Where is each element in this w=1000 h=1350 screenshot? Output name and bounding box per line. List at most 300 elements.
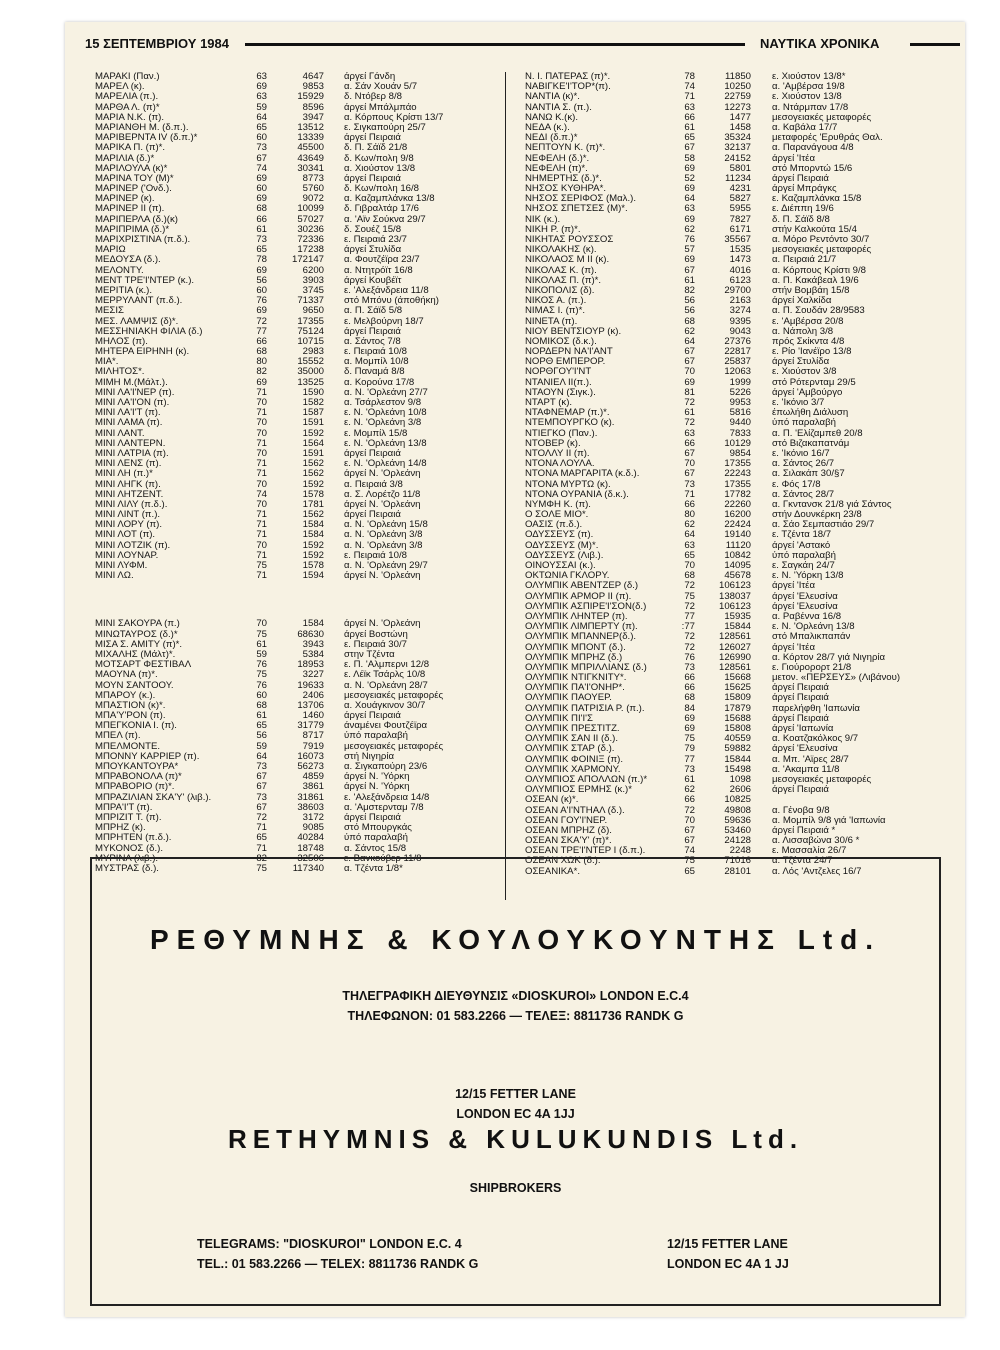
ship-name: ΜΕΡΙΤΙΑ (κ.). bbox=[95, 284, 153, 296]
build-year: 61 bbox=[684, 274, 695, 286]
tonnage: 1999 bbox=[729, 376, 751, 388]
tonnage: 13706 bbox=[297, 699, 324, 711]
ship-status: α. Παρανάγουα 4/8 bbox=[772, 142, 854, 154]
ship-name: ΜΙΑ*. bbox=[95, 356, 119, 368]
tonnage: 17355 bbox=[297, 315, 324, 327]
build-year: 67 bbox=[256, 771, 267, 783]
ship-name: ΝΙΜΑΣ Ι. (π)*. bbox=[525, 305, 585, 317]
build-year: 73 bbox=[684, 478, 695, 490]
ship-name: ΜΙΝΙ ΛΥΦΜ. bbox=[95, 560, 148, 571]
ship-status: δ. Κων/πολη 16/8 bbox=[344, 183, 420, 195]
build-year: 72 bbox=[684, 580, 695, 592]
build-year: 62 bbox=[684, 784, 695, 796]
newspaper-page bbox=[65, 22, 965, 1317]
ship-name: ΜΙΝΙ ΛΕΝΣ (π). bbox=[95, 458, 162, 470]
ship-name: ΝΤΑΦΝΕΜΑΡ (π.)*. bbox=[525, 407, 610, 419]
ad-address-line-2: LONDON EC 4A 1JJ bbox=[456, 1107, 575, 1121]
ship-name: ΜΑΡΙΠΕΡΛΑ (δ.)(κ) bbox=[95, 213, 178, 225]
ship-status: άργεί 'Ιτέα bbox=[772, 152, 815, 164]
ship-name: ΝΕΔΑ (κ.). bbox=[525, 121, 570, 133]
build-year: 71 bbox=[256, 822, 267, 834]
build-year: 56 bbox=[684, 305, 695, 317]
ship-status: άργεί Πειραιά bbox=[344, 132, 401, 144]
tonnage: 11120 bbox=[725, 539, 751, 551]
ship-status: α. Κόρπους Κρίστι 9/8 bbox=[772, 264, 867, 276]
build-year: 67 bbox=[684, 468, 695, 480]
tonnage: 1578 bbox=[302, 560, 324, 571]
ship-name: ΜΙΝΙ ΛΑΤΡΙΑ (π). bbox=[95, 447, 169, 459]
ship-status: στή Νιγηρία bbox=[344, 750, 395, 762]
tonnage: 15929 bbox=[297, 91, 324, 103]
build-year: 63 bbox=[684, 539, 695, 551]
ship-name: ΝΤΟΝΑ ΛΟΥΛΑ. bbox=[525, 458, 595, 470]
build-year: 67 bbox=[256, 152, 267, 164]
ship-name: ΜΠΡΗΤΕΝ (π.δ.). bbox=[95, 832, 172, 844]
build-year: 75 bbox=[256, 628, 267, 640]
ship-entry bbox=[95, 72, 495, 82]
build-year: 70 bbox=[256, 618, 267, 630]
build-year: 71 bbox=[256, 509, 267, 521]
tonnage: 9650 bbox=[302, 305, 324, 317]
ship-status: α. Κόρπους Κρίστι 13/7 bbox=[344, 111, 444, 123]
tonnage: 16200 bbox=[724, 509, 751, 521]
build-year: 67 bbox=[684, 346, 695, 358]
ship-name: ΜΙΝΙ ΛΑΝΤ. bbox=[95, 427, 145, 439]
ship-name: ΜΙΝΙ ΛΗΤΖΕΝΤ. bbox=[95, 488, 164, 500]
tonnage: 17238 bbox=[297, 244, 324, 256]
build-year: 69 bbox=[256, 376, 267, 388]
ship-status: ε. Μομπίλ 15/8 bbox=[344, 427, 408, 439]
build-year: 57 bbox=[684, 244, 695, 256]
ship-status: ε. Φός 17/8 bbox=[772, 478, 821, 490]
tonnage: 49808 bbox=[724, 804, 751, 816]
ship-status: ε. 'Αλεξάνδρεια 14/8 bbox=[344, 791, 430, 803]
build-year: 84 bbox=[684, 702, 695, 714]
ship-name: ΟΛΥΜΠΙΚ ΧΑΡΜΟΝΥ. bbox=[525, 763, 621, 775]
ship-name: ΜΙΛΗΤΟΣ*. bbox=[95, 366, 145, 378]
ship-name: ΟΛΥΜΠΙΚ ΑΡΜΟΡ ΙΙ (π). bbox=[525, 590, 632, 602]
ship-name: ΜΥΣΤΡΑΣ (δ.). bbox=[95, 862, 159, 874]
ship-status: α. Ν. 'Ορλεάνη 15/8 bbox=[344, 519, 428, 531]
ship-status: άργεί 'Αστακό bbox=[772, 539, 831, 551]
tonnage: 13512 bbox=[297, 121, 324, 133]
tonnage: 1098 bbox=[729, 773, 751, 785]
ship-status: ε. Γιούρορορτ 21/8 bbox=[772, 661, 852, 673]
list-gap bbox=[95, 581, 495, 619]
tonnage: 59882 bbox=[724, 743, 751, 755]
ship-name: ΜΠΕΛ (π). bbox=[95, 730, 141, 742]
build-year: 72 bbox=[684, 641, 695, 653]
tonnage: 3943 bbox=[302, 638, 324, 650]
build-year: 72 bbox=[684, 804, 695, 816]
ship-status: ε. Χιούστον 3/8 bbox=[772, 366, 837, 378]
build-year: 76 bbox=[256, 659, 267, 671]
build-year: 69 bbox=[684, 162, 695, 174]
tonnage: 15498 bbox=[724, 763, 751, 775]
build-year: 69 bbox=[684, 376, 695, 388]
ship-name: ΝΙΚΗ Ρ. (π)*. bbox=[525, 223, 581, 235]
tonnage: 2606 bbox=[729, 784, 751, 796]
ship-status: α. Μομπίλ 10/8 bbox=[344, 356, 409, 368]
build-year: 67 bbox=[684, 356, 695, 368]
ship-name: ΟΛΥΜΠΙΚ ΜΠΡΗΖ (δ.) bbox=[525, 651, 623, 663]
tonnage: 6200 bbox=[302, 264, 324, 276]
ship-status: ε. Ν. 'Ορλεάνη 14/8 bbox=[344, 458, 427, 470]
ship-status: α. Λισσαβώνα 30/6 * bbox=[772, 835, 860, 847]
tonnage: 10129 bbox=[724, 437, 751, 449]
ship-status: στήν Βομβάη 15/8 bbox=[772, 284, 850, 296]
ship-name: ΝΙΚΟΠΟΛΙΣ (δ). bbox=[525, 284, 595, 296]
ship-name: ΜΟΤΣΑΡΤ ΦΕΣΤΙΒΑΛ bbox=[95, 659, 192, 671]
build-year: 67 bbox=[684, 835, 695, 847]
tonnage: 106123 bbox=[718, 600, 751, 612]
ship-status: ε. Μελβούρνη 18/7 bbox=[344, 315, 424, 327]
ship-name: ΜΑΡΙΑΝΘΗ Μ. (δ.π.). bbox=[95, 121, 189, 133]
ship-name: ΜΠΑ'Υ'ΡΟΝ (π). bbox=[95, 710, 166, 722]
build-year: 72 bbox=[256, 811, 267, 823]
ship-entry bbox=[95, 571, 495, 581]
ship-name: ΝΤΟΒΕΡ (κ). bbox=[525, 437, 581, 449]
ship-name: ΟΛΥΜΠΙΚ ΣΤΑΡ (δ.). bbox=[525, 743, 615, 755]
ship-name: ΟΣΕΑΝΙΚΑ*. bbox=[525, 865, 580, 877]
ship-name: ΟΣΕΑΝ ΓΟΥ'Ι'ΝΕΡ. bbox=[525, 814, 608, 826]
ship-name: ΜΠΡΙΖΙΤ Τ. (π). bbox=[95, 811, 162, 823]
ship-status: ε. Π. 'Αλμπερνι 12/8 bbox=[344, 659, 430, 671]
ship-name: ΜΕΣΣΗΝΙΑΚΗ ΦΙΛΙΑ (δ.) bbox=[95, 325, 203, 337]
ship-name: ΟΙΝΟΥΣΣΑΙ (κ.). bbox=[525, 560, 596, 571]
build-year: 62 bbox=[684, 325, 695, 337]
ship-status: ε. Διέππη 19/6 bbox=[772, 203, 834, 215]
tonnage: 15688 bbox=[724, 712, 751, 724]
tonnage: 12063 bbox=[724, 366, 751, 378]
ship-status: α. Ν. 'Ορλεάνη 3/8 bbox=[344, 539, 423, 551]
build-year: 70 bbox=[256, 447, 267, 459]
tonnage: 8596 bbox=[302, 101, 324, 113]
tonnage: 5816 bbox=[729, 407, 751, 419]
build-year: 70 bbox=[684, 814, 695, 826]
tonnage: 10250 bbox=[724, 81, 751, 93]
ship-name: ΟΛΥΜΠΙΚ ΠΑΤΡΙΣΙΑ Ρ. (π.). bbox=[525, 702, 645, 714]
tonnage: 1562 bbox=[302, 468, 324, 480]
ship-entry bbox=[95, 670, 495, 680]
build-year: 66 bbox=[684, 437, 695, 449]
build-year: 69 bbox=[256, 193, 267, 205]
ship-status: α. Σ. Λορέτζο 11/8 bbox=[344, 488, 421, 500]
ship-status: α. Ν. 'Ορλεάνη 29/7 bbox=[344, 560, 428, 571]
ad-telegrams: TELEGRAMS: "DIOSKUROI" LONDON E.C. 4 bbox=[197, 1237, 462, 1251]
tonnage: 32506 bbox=[297, 852, 324, 864]
tonnage: 31779 bbox=[297, 720, 324, 732]
build-year: 61 bbox=[256, 223, 267, 235]
ship-name: ΜΙΧΑΛΗΣ (Μάλτ)*. bbox=[95, 648, 176, 660]
ship-name: ΝΕΦΕΛΗ (π)*. bbox=[525, 162, 588, 174]
build-year: 69 bbox=[684, 712, 695, 724]
ship-name: ΜΑΡΙΝΕΡ II (π). bbox=[95, 203, 165, 215]
build-year: 75 bbox=[256, 669, 267, 681]
ship-name: ΝΕΔΙ (δ.π.)* bbox=[525, 132, 578, 144]
build-year: 64 bbox=[684, 335, 695, 347]
ship-status: άργεί Πειραιά bbox=[344, 811, 401, 823]
ship-status: α. Π. Σουδάν 28/9583 bbox=[772, 305, 865, 317]
ship-name: ΜΗΛΟΣ (π). bbox=[95, 335, 148, 347]
tonnage: 9072 bbox=[302, 193, 324, 205]
build-year: 73 bbox=[684, 661, 695, 673]
tonnage: 1578 bbox=[302, 488, 324, 500]
tonnage: 24128 bbox=[724, 835, 751, 847]
ship-name: ΜΙΝΙ ΛΙΛΥ (π.δ.). bbox=[95, 498, 168, 510]
ship-status: α. Φουτζέϊρα 23/7 bbox=[344, 254, 420, 266]
ship-entry bbox=[95, 276, 495, 286]
build-year: 73 bbox=[256, 234, 267, 245]
ship-name: Ο ΣΟΛΕ ΜΙΟ*. bbox=[525, 509, 589, 521]
build-year: 68 bbox=[684, 315, 695, 327]
tonnage: 16073 bbox=[297, 750, 324, 762]
tonnage: 15808 bbox=[724, 723, 751, 734]
ship-name: ΜΙΝΙ ΛΑ'Ι'ΟΝ (π). bbox=[95, 397, 170, 408]
ship-status: α. 'Αμβέρσα 19/8 bbox=[772, 81, 845, 93]
tonnage: 4647 bbox=[302, 71, 324, 82]
ship-name: ΜΙΝΙ ΛΗ (π.)* bbox=[95, 468, 153, 480]
tonnage: 1592 bbox=[302, 539, 324, 551]
ship-status: μεταφορές 'Ερυθράς Θαλ. bbox=[772, 132, 883, 144]
ship-name: ΜΥΚΟΝΟΣ (δ.). bbox=[95, 842, 164, 854]
tonnage: 27376 bbox=[724, 335, 751, 347]
tonnage: 117340 bbox=[292, 862, 324, 874]
build-year: 66 bbox=[684, 682, 695, 694]
ship-entry bbox=[95, 357, 495, 367]
ship-entry bbox=[95, 327, 495, 337]
ship-name: ΟΔΥΣΣΕΥΣ (Λιβ.). bbox=[525, 549, 604, 561]
tonnage: 22759 bbox=[724, 91, 751, 103]
ship-status: στό Μπορντώ 15/6 bbox=[772, 162, 853, 174]
build-year: 70 bbox=[684, 560, 695, 571]
ship-name: ΝΤΑΝΙΕΛ ΙΙ(π.). bbox=[525, 376, 592, 388]
ship-status: άργεί Πειραιά bbox=[344, 509, 401, 521]
ship-entry bbox=[95, 793, 495, 803]
ship-name: ΟΛΥΜΠΙΟΣ ΕΡΜΗΣ (κ.)* bbox=[525, 784, 632, 796]
ship-status: ε. Πειραιά 23/7 bbox=[344, 234, 407, 245]
build-year: 63 bbox=[256, 91, 267, 103]
tonnage: 22817 bbox=[724, 346, 751, 358]
tonnage: 5760 bbox=[302, 183, 324, 195]
tonnage: 10715 bbox=[297, 335, 324, 347]
ship-name: ΟΔΥΣΣΕΥΣ (π). bbox=[525, 529, 594, 541]
build-year: 66 bbox=[684, 498, 695, 510]
build-year: 72 bbox=[684, 417, 695, 429]
tonnage: 3172 bbox=[302, 811, 324, 823]
tonnage: 9854 bbox=[729, 447, 751, 459]
tonnage: 1587 bbox=[302, 407, 324, 419]
ship-entry bbox=[95, 255, 495, 265]
tonnage: 1584 bbox=[302, 529, 324, 541]
ship-name: ΝΑΝΤΙΑ Σ. (π.). bbox=[525, 101, 592, 113]
ship-name: ΝΙΚΟΛΑΟΣ Μ ΙΙ (κ). bbox=[525, 254, 610, 266]
ship-name: ΟΛΥΜΠΙΚ ΑΒΕΝΤΖΕΡ (δ.) bbox=[525, 580, 639, 592]
build-year: 76 bbox=[684, 651, 695, 663]
ship-status: ε. Πειραιά 10/8 bbox=[344, 549, 407, 561]
build-year: 73 bbox=[256, 761, 267, 772]
ship-entry bbox=[95, 813, 495, 823]
tonnage: 1590 bbox=[302, 386, 324, 398]
ship-entry bbox=[525, 306, 955, 316]
tonnage: 7827 bbox=[729, 213, 751, 225]
build-year: 70 bbox=[256, 427, 267, 439]
ship-status: α. 'Αϊν Σούκνα 29/7 bbox=[344, 213, 426, 225]
ship-name: ΟΛΥΜΠΙΚ ΝΤΙΓΚΝΙΤΥ*. bbox=[525, 672, 627, 684]
tonnage: 57027 bbox=[297, 213, 324, 225]
build-year: 81 bbox=[684, 386, 695, 398]
ship-name: ΜΠΡΑΒΟΡΙΟ (π)*. bbox=[95, 781, 175, 793]
ship-name: ΜΑΡΙΛΙΑ (δ.)* bbox=[95, 152, 155, 164]
build-year: 74 bbox=[256, 488, 267, 500]
build-year: 63 bbox=[256, 71, 267, 82]
tonnage: 12273 bbox=[724, 101, 751, 113]
build-year: 71 bbox=[684, 488, 695, 500]
build-year: 71 bbox=[256, 549, 267, 561]
build-year: 80 bbox=[256, 356, 267, 368]
tonnage: 3947 bbox=[302, 111, 324, 123]
tonnage: 1592 bbox=[302, 427, 324, 439]
tonnage: 35567 bbox=[724, 234, 751, 245]
build-year: 75 bbox=[684, 590, 695, 602]
ship-entry bbox=[525, 469, 955, 479]
tonnage: 13339 bbox=[297, 132, 324, 144]
tonnage: 1458 bbox=[729, 121, 751, 133]
ship-status: άργεί Μπάλμπάο bbox=[344, 101, 417, 113]
ship-name: ΟΛΥΜΠΙΚ ΜΠΟΝΤ (δ.). bbox=[525, 641, 626, 653]
ship-name: ΟΛΥΜΠΙΚ ΦΟΙΝΙΞ (π). bbox=[525, 753, 623, 765]
tonnage: 3227 bbox=[302, 669, 324, 681]
build-year: 70 bbox=[256, 539, 267, 551]
ship-name: ΜΑΡΕΛ (κ). bbox=[95, 81, 145, 93]
tonnage: 1592 bbox=[302, 478, 324, 490]
build-year: 69 bbox=[684, 723, 695, 734]
ship-status: ύπό παραλαβή bbox=[344, 832, 408, 844]
ship-status: α. Γένοβα 9/8 bbox=[772, 804, 830, 816]
ship-status: ε. 'Αλεξάνδρεια 11/8 bbox=[344, 284, 429, 296]
ship-name: ΜΕΣ. ΛΑΜΨΙΣ (δ)*. bbox=[95, 315, 179, 327]
ship-status: ε. 'Αμβέρσα 20/8 bbox=[772, 315, 844, 327]
build-year: 56 bbox=[684, 295, 695, 307]
build-year: 71 bbox=[256, 407, 267, 419]
ship-status: μεσογειακές μεταφορές bbox=[344, 689, 444, 701]
tonnage: 128561 bbox=[718, 631, 751, 643]
tonnage: 22424 bbox=[724, 519, 751, 531]
ship-status: στό Μπαλικπαπάν bbox=[772, 631, 851, 643]
build-year: 72 bbox=[684, 600, 695, 612]
ship-status: ε. Μασσαλία 26/7 bbox=[772, 845, 847, 857]
tonnage: 172147 bbox=[291, 254, 324, 266]
tonnage: 17879 bbox=[724, 702, 751, 714]
build-year: 72 bbox=[684, 397, 695, 408]
header-rule-right bbox=[910, 43, 960, 46]
ad-address-line-1: 12/15 FETTER LANE bbox=[455, 1087, 576, 1101]
ship-status: α. Π. Σάϊδ 5/8 bbox=[344, 305, 403, 317]
tonnage: 1562 bbox=[302, 509, 324, 521]
build-year: 66 bbox=[684, 672, 695, 684]
tonnage: 15668 bbox=[724, 672, 751, 684]
build-year: 62 bbox=[684, 519, 695, 531]
build-year: 79 bbox=[684, 743, 695, 755]
tonnage: 59636 bbox=[724, 814, 751, 826]
ship-status: δ. Σουέζ 15/8 bbox=[344, 223, 402, 235]
ship-status: άργεί Στυλίδα bbox=[344, 244, 402, 256]
ship-name: ΟΣΕΑΝ Α'Ι'ΝΤΗΑΛ (δ.). bbox=[525, 804, 625, 816]
ship-status: άργεί Πειραιά bbox=[772, 172, 829, 184]
ship-name: ΝΙΚΟΛΑΣ Κ. (π). bbox=[525, 264, 597, 276]
ship-status: ε. Χιούστον 13/8* bbox=[772, 71, 846, 82]
tonnage: 106123 bbox=[718, 580, 751, 592]
ship-status: άργεί Πειραιά bbox=[344, 710, 401, 722]
ship-name: ΜΙΝΙ ΛΗΓΚ (π). bbox=[95, 478, 161, 490]
ship-name: ΝΤΙΕΓΚΟ (Παν.). bbox=[525, 427, 598, 439]
build-year: 63 bbox=[684, 101, 695, 113]
ship-name: ΜΕΛΟΝΤΥ. bbox=[95, 264, 144, 276]
build-year: 65 bbox=[684, 132, 695, 144]
ship-name: ΝΟΜΙΚΟΣ (δ.κ.). bbox=[525, 335, 597, 347]
tonnage: 6171 bbox=[729, 223, 751, 235]
tonnage: 45678 bbox=[724, 570, 751, 582]
build-year: 66 bbox=[684, 794, 695, 806]
ship-status: α. Μομπίλ 9/8 γιά 'Ιαπωνία bbox=[772, 814, 886, 826]
build-year: 56 bbox=[256, 274, 267, 286]
ship-name: ΜΙΜΗ Μ.(Μάλτ.). bbox=[95, 376, 168, 388]
ship-name: ΝΙΝΕΤΑ (π). bbox=[525, 315, 578, 327]
tonnage: 1564 bbox=[302, 437, 324, 449]
tonnage: 68630 bbox=[297, 628, 324, 640]
tonnage: 29700 bbox=[724, 284, 751, 296]
build-year: 76 bbox=[256, 679, 267, 691]
ship-name: ΟΛΥΜΠΙΚ ΠΡΕΣΤΙΤΖ. bbox=[525, 723, 620, 734]
ship-status: ε. Πειραιά 10/8 bbox=[344, 346, 407, 358]
tonnage: 6123 bbox=[729, 274, 751, 286]
tonnage: 1591 bbox=[302, 417, 324, 429]
tonnage: 3903 bbox=[302, 274, 324, 286]
ship-status: ε. Ν. 'Υόρκη 13/8 bbox=[772, 570, 844, 582]
build-year: 67 bbox=[684, 824, 695, 836]
build-year: 64 bbox=[684, 193, 695, 205]
tonnage: 15625 bbox=[724, 682, 751, 694]
ship-name: ΟΣΕΑΝ ΤΡΕ'Ι'ΝΤΕΡ Ι (δ.π.). bbox=[525, 845, 646, 857]
ship-status: α. Σάντος 7/8 bbox=[344, 335, 401, 347]
tonnage: 1591 bbox=[302, 447, 324, 459]
tonnage: 17355 bbox=[724, 478, 751, 490]
ship-name: ΜΑΡΕΛΙΑ (π.). bbox=[95, 91, 159, 103]
ship-status: ε. Ν. 'Ορλεάνη 3/8 bbox=[344, 417, 422, 429]
build-year: 72 bbox=[684, 631, 695, 643]
ship-name: ΜΙΝΙ ΛΟΡΥ (π). bbox=[95, 519, 163, 531]
build-year: 71 bbox=[256, 437, 267, 449]
ship-status: στήν Καλκούτα 15/4 bbox=[772, 223, 857, 235]
ship-status: α. Τζέντα 1/8* bbox=[344, 862, 403, 874]
tonnage: 56273 bbox=[297, 761, 324, 772]
tonnage: 9395 bbox=[729, 315, 751, 327]
ship-entry bbox=[95, 418, 495, 428]
build-year: 68 bbox=[256, 346, 267, 358]
tonnage: 11850 bbox=[725, 71, 751, 82]
build-year: 59 bbox=[256, 740, 267, 752]
ship-name: ΜΕΡΡΥΛΑΝΤ (π.δ.). bbox=[95, 295, 183, 307]
ship-name: ΝΤΟΝΑ ΟΥΡΑΝΙΑ (δ.κ.). bbox=[525, 488, 629, 500]
ship-name: ΝΟΡΘΓΟΥ'Ι'ΝΤ bbox=[525, 366, 592, 378]
ship-name: ΜΙΝΙ ΛΑΝΤΕΡΝ. bbox=[95, 437, 166, 449]
tonnage: 15552 bbox=[297, 356, 324, 368]
ship-name: ΟΣΕΑΝ ΜΠΡΗΖ (δ). bbox=[525, 824, 612, 836]
tonnage: 18953 bbox=[297, 659, 324, 671]
ship-name: ΜΙΝΙ ΛΩ. bbox=[95, 570, 134, 582]
ship-entry bbox=[95, 143, 495, 153]
build-year: 70 bbox=[256, 478, 267, 490]
